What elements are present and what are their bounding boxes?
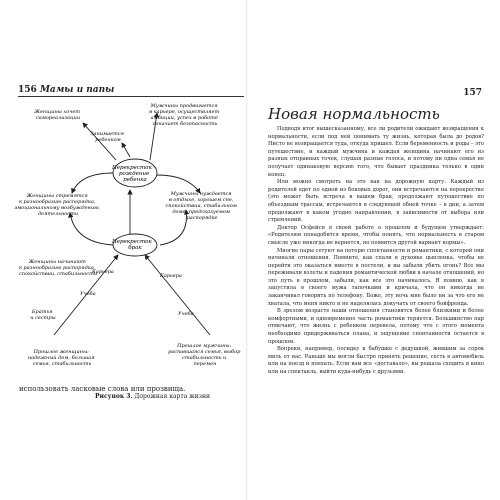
figure-caption-body: Дорожная карта жизни <box>134 393 210 400</box>
label-siblings: Братья и сестры <box>30 309 56 321</box>
chapter-title: Новая нормальность <box>268 105 440 123</box>
paragraph: В зрелом возрасте наши отношения становятся более близкими и более комфортными, и одновременно часть романтики теряется. Большинство пар отмечают, что жизнь с ребенком перевела, потому что с этого момента необходимо придерживаться плана, и ощущение спонтанности остается в прошлом. <box>268 308 484 345</box>
label-man-past: Прошлое мужчины: распавшаяся семья, выбор стабильность и перемен <box>168 343 241 367</box>
paragraph: Подводя итог вышесказанному, все ли родители ожидают возвращения к нормальности, если под ней понимать ту жизнь, которая была до родов? Нисто не возвращается туда, откуда пришел. Если беременность и роды – это путешествие, и каждый мужчина и каждая женщина начинают его из разных отправных точек, слушая разные голоса, и потому ни одна семья не получает одинаковую версию того, что бывает праздника только в один конец. <box>268 126 484 178</box>
figure-caption-label: Рисунок 3. <box>95 393 133 400</box>
node-birth-label: Перекресток – рождение ребенка <box>111 165 157 183</box>
label-child: Занимается ребенком <box>90 131 124 143</box>
roadmap-diagram <box>10 95 246 385</box>
left-body-text: использовать ласковые слова или прозвища. <box>19 385 186 393</box>
label-woman-variety: Женщины стремятся к разнообразию распорядка, эмоциональному возбуждению, деятельности <box>14 193 101 217</box>
arrow-top-mid <box>122 143 130 157</box>
arrow-from-right-past <box>145 255 210 335</box>
arrow-left-curve <box>72 173 113 193</box>
paragraph: Многие пары сетуют на потерю спонтанности и романтики, с которой они начинали отношения. Помните, как спали в духовке цыпленка, чтобы не перейти это оказаться вместе в постели, и вы забыли убить огонь? Все мы переживали взлеты и падения романтической любви в начале отношений, но это путь в прошлом, забыли, как все это начиналось. Я помню, как я запустила в своего мужа тапочками и кричала, что он никогда не заканчивал говорить по телефону. Боже, эту ночь мне было ни за что его не хватала, что меня никто и не наделялась докучать от своего бойфренда. <box>268 247 484 307</box>
label-man-rest: Мужчины нуждается в отдыхе, хорошем сне, спокойствии, стабильном доме, предсказуемом распорядке <box>165 191 237 221</box>
label-women-begin: Женщины начинают к разнообразию распорядка, спокойствии, стабильности <box>18 259 98 277</box>
label-man-career: Мужчины продвигается в карьере, осуществляет амбиции, успех в работе означает безопасность <box>149 103 220 127</box>
figure-caption <box>95 393 210 400</box>
paragraph: Вопреки, например, посидку к бабушке с дедушкой, жившим за сорок миль от нас. Раньше мы могли быстро принять решение, сесть в автомобиль или на поезд и поехать. Если вам все «доставало», вы решала сходить в кино или на спектакль, выйти куда-нибудь с друзьями. <box>268 346 484 375</box>
right-page-number: 157 <box>463 88 482 98</box>
label-career-left: Карьера <box>92 269 114 275</box>
node-marriage-label: Перекресток – брак <box>111 239 157 251</box>
paragraph: Или можно смотреть на это как на дорожную карту. Каждый из родителей едет по одной из боковых дорог, они встречаются на перекрестке (это может быть встреча в вашем брак, продолжают путешествие по объездным трассам, встречаются в следующей обней точке – в дни, а затем продолжают в каком угодно направлении, в зависимости от выбора или стремлений. <box>268 179 484 224</box>
diagram-connectors <box>54 113 210 335</box>
left-page-number: 156 <box>18 85 37 95</box>
paragraph: Доктор Осфейсн в своей работе о прошлом и будущем утверждает: «Родителям понадобится время, чтобы понять, что нормальность в старом смысле уже никогда не вернется, но появится другой вариант нормы». <box>268 224 484 246</box>
left-header-title: Мамы и папы <box>39 85 115 95</box>
left-page <box>0 0 248 500</box>
right-body-text <box>268 126 484 377</box>
label-career-right: Карьера <box>160 273 182 279</box>
arrow-bottom-left-curve <box>70 213 114 245</box>
label-study-right: Учеба <box>178 311 194 317</box>
label-woman-past: Прошлое женщины: надежный дом, большая семья, стабильность <box>27 349 95 367</box>
arrow-bottom-right-curve <box>160 210 186 245</box>
label-study-left: Учеба <box>80 291 96 297</box>
label-woman-self: Женщины хочет самореализации <box>34 109 81 121</box>
